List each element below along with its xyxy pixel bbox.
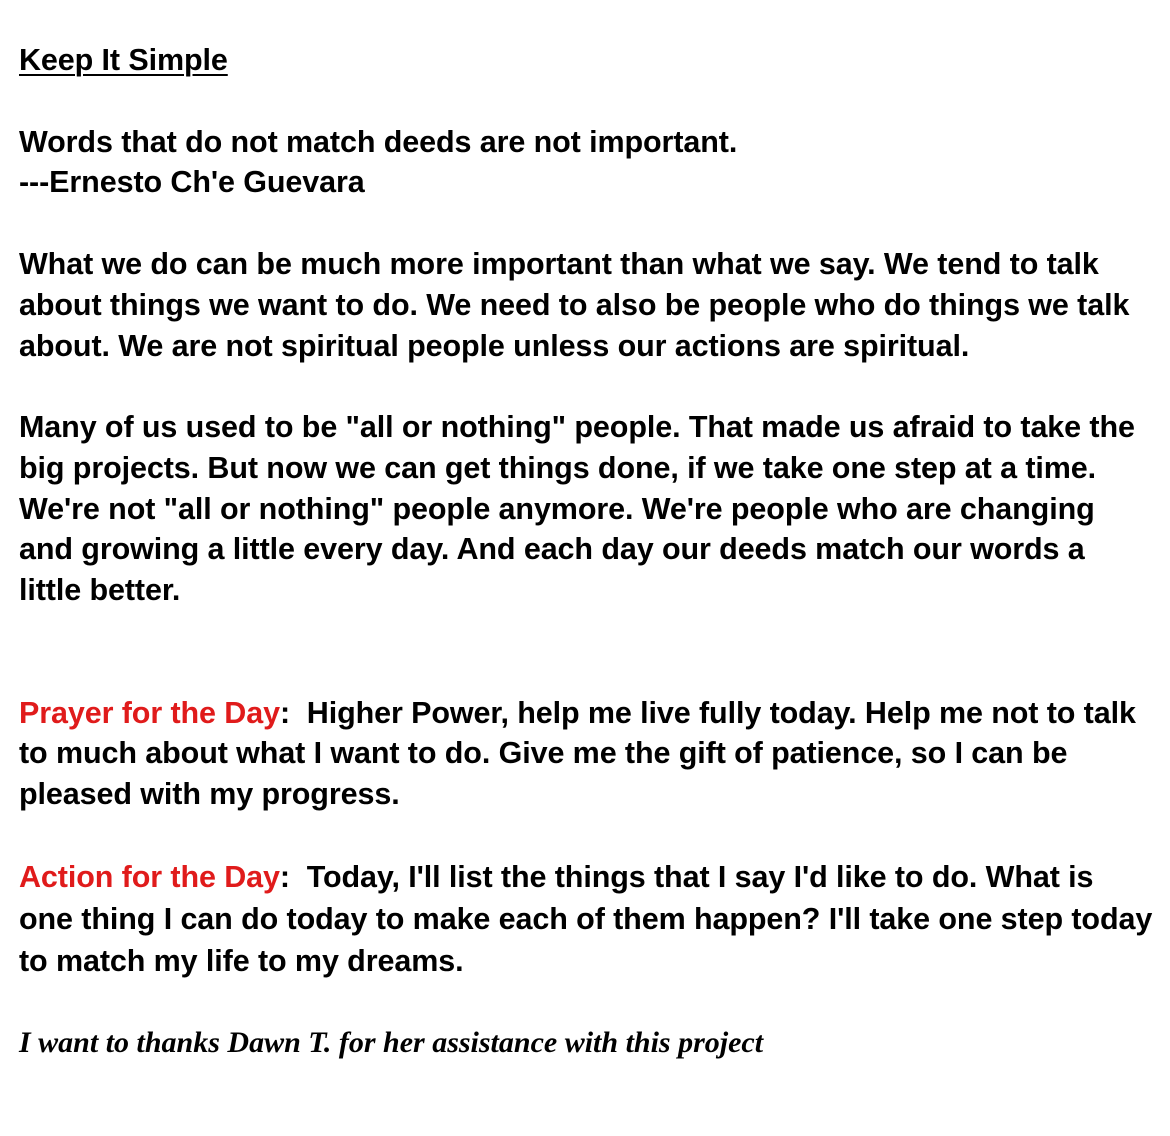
- quote-author: ---Ernesto Ch'e Guevara: [19, 165, 365, 200]
- page-title: Keep It Simple: [19, 43, 228, 77]
- spacer: [19, 982, 1154, 1023]
- action-label: Action for the Day: [19, 859, 280, 894]
- prayer-label: Prayer for the Day: [19, 695, 280, 730]
- prayer-section: [19, 693, 1154, 815]
- action-section: [19, 856, 1154, 982]
- spacer: [19, 203, 1154, 244]
- spacer: [19, 611, 1154, 693]
- action-text: Today, I'll list the things that I say I'd like to do. What is one thing I can do today to make each of them happen? I'll take one step today to match my life to my dreams.: [19, 859, 1153, 978]
- paragraph-2: Many of us used to be "all or nothing" people. That made us afraid to take the big projects. But now we can get things done, if we take one step at a time. We're not "all or nothing" people anymore. We're people who are changing and growing a little every day. And each day our deeds match our words a little better.: [19, 410, 1135, 608]
- acknowledgement: I want to thanks Dawn T. for her assistance with this project: [19, 1025, 764, 1059]
- paragraph-1: What we do can be much more important than what we say. We tend to talk about things we want to do. We need to also be people who do things we talk about. We are not spiritual people unless our actions are spiritual.: [19, 247, 1130, 363]
- document: [19, 40, 1154, 1063]
- prayer-text: Higher Power, help me live fully today. Help me not to talk to much about what I want to do. Give me the gift of patience, so I can be pleased with my progress.: [19, 695, 1136, 812]
- spacer: [19, 81, 1154, 122]
- action-separator: :: [279, 859, 307, 894]
- spacer: [19, 815, 1154, 856]
- prayer-separator: :: [279, 695, 307, 730]
- spacer: [19, 366, 1154, 407]
- quote-text: Words that do not match deeds are not important.: [19, 124, 738, 159]
